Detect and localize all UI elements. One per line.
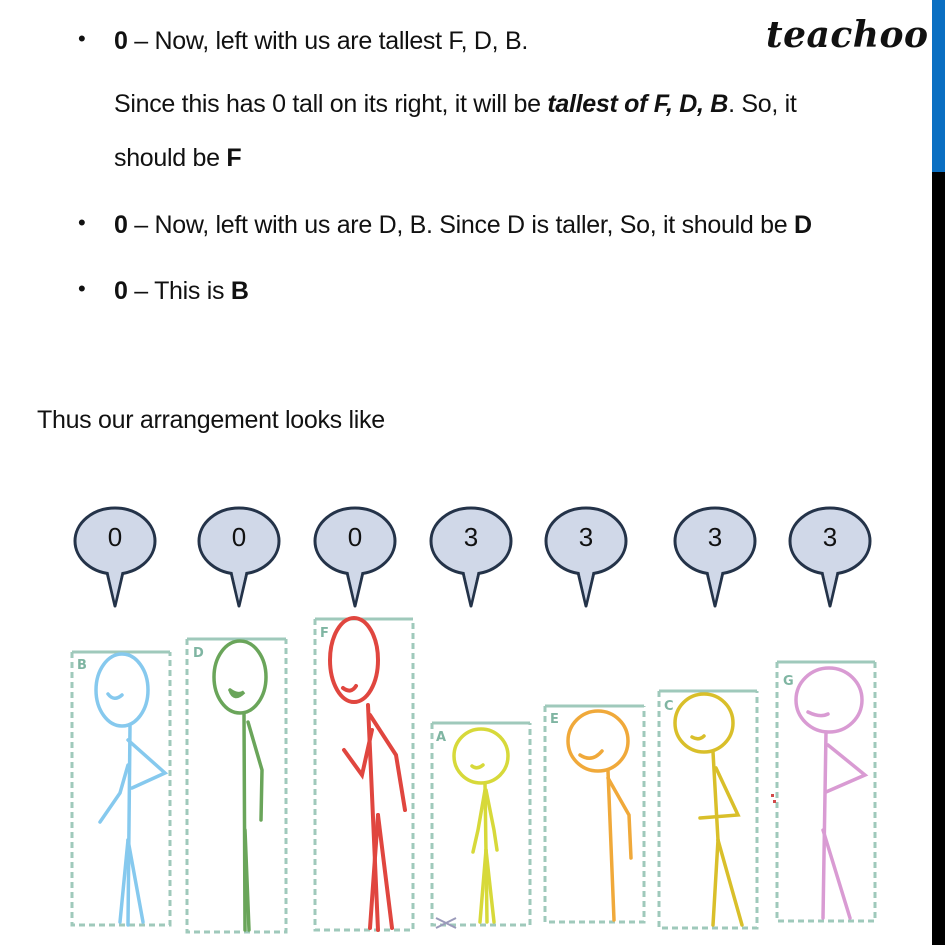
continuation-text-2: should be [114, 144, 227, 172]
stick-figure-b [96, 654, 165, 925]
stick-figure-d [214, 641, 266, 930]
stick-figure-c [675, 694, 742, 925]
continuation-end: . So, it [728, 90, 797, 118]
bubble-value: 3 [578, 522, 594, 552]
bubble-value: 3 [822, 522, 838, 552]
answer-b: B [230, 277, 249, 305]
continuation-text: Since this has 0 tall on its right, it will be [114, 90, 548, 118]
bubble-value: 0 [231, 522, 247, 552]
dash: – [127, 211, 155, 239]
label-d: D [193, 646, 204, 661]
label-c: C [664, 699, 674, 714]
emphasis-text: tallest of F, D, B [547, 90, 729, 118]
bubble-value: 0 [107, 522, 123, 552]
bullet-1-lead: 0 [114, 27, 128, 55]
stray-marks [771, 794, 776, 803]
bubble-value: 0 [347, 522, 363, 552]
answer-f: F [226, 144, 242, 172]
label-f: F [320, 626, 329, 641]
dash: – [127, 27, 155, 55]
bullet-dot: • [78, 276, 86, 301]
conclusion-text: Thus our arrangement looks like [37, 406, 385, 434]
teachoo-logo: teachoo [766, 14, 929, 56]
height-box-d [187, 639, 286, 932]
stick-figure-g [796, 668, 865, 918]
bubble-value: 3 [463, 522, 479, 552]
answer-d: D [793, 211, 812, 239]
dash: – [127, 277, 155, 305]
bullet-dot: • [78, 210, 86, 235]
label-b: B [77, 658, 87, 673]
stick-figure-e [568, 711, 631, 920]
bullet-3-lead: 0 [114, 277, 128, 305]
bullet-3-text: This is [154, 277, 231, 305]
label-a: A [436, 730, 447, 745]
bullet-2-text: Now, left with us are D, B. Since D is taller, So, it should be [154, 211, 794, 239]
stick-figure-f [330, 618, 405, 930]
bullet-1-text: Now, left with us are tallest F, D, B. [154, 27, 528, 55]
bullet-dot: • [78, 26, 86, 51]
label-e: E [550, 712, 559, 727]
label-g: G [783, 674, 794, 689]
bubble-value: 3 [707, 522, 723, 552]
stick-figure-a [454, 729, 508, 922]
bullet-2-lead: 0 [114, 211, 128, 239]
